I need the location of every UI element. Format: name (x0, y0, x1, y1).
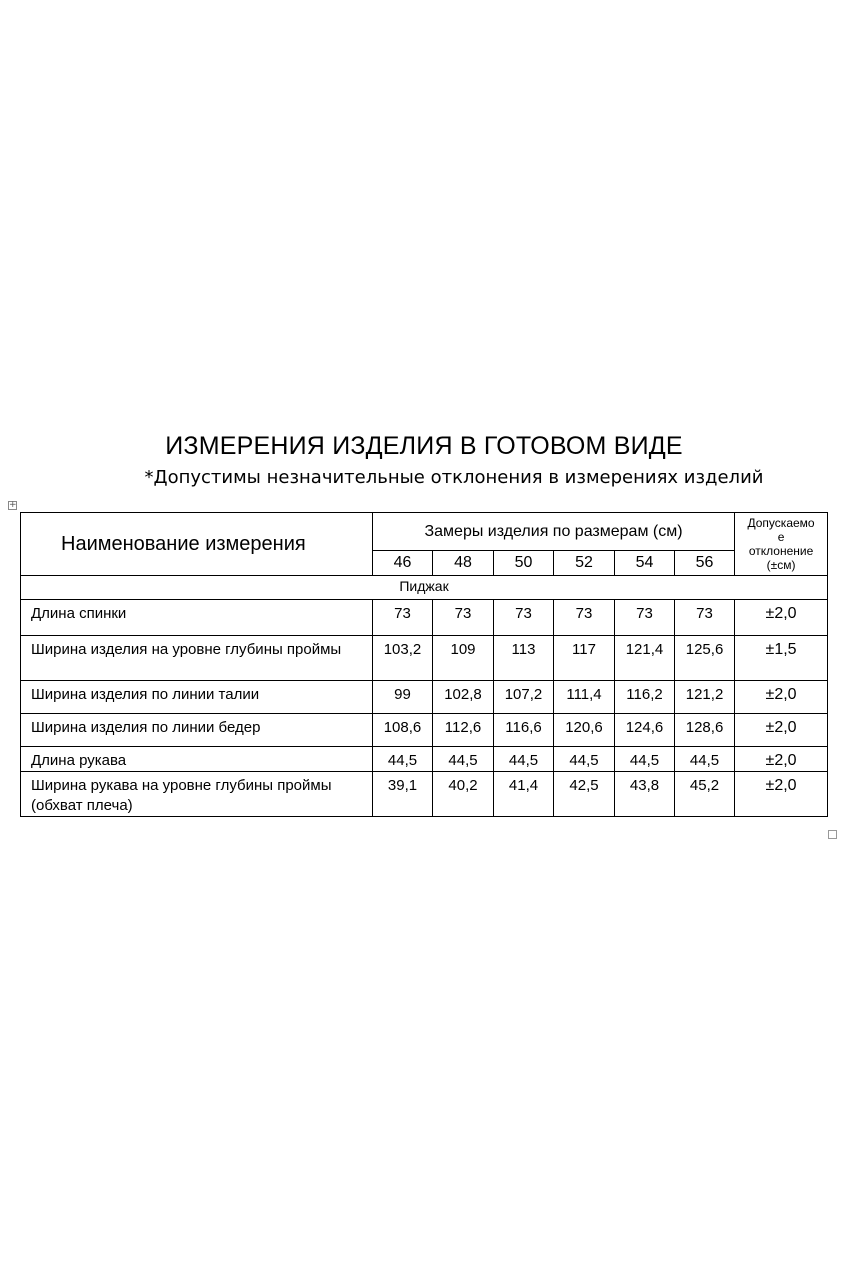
measurement-value: 117 (554, 636, 615, 681)
table-row (21, 714, 828, 747)
table-row (21, 772, 828, 817)
measurement-name: Ширина изделия по линии бедер (21, 714, 373, 747)
measurement-value: 43,8 (615, 772, 675, 817)
measurement-value: 73 (433, 600, 494, 636)
document-title: ИЗМЕРЕНИЯ ИЗДЕЛИЯ В ГОТОВОМ ВИДЕ (165, 432, 683, 460)
measurement-value: 113 (494, 636, 554, 681)
measurement-value: 44,5 (494, 747, 554, 772)
measurement-value: 109 (433, 636, 494, 681)
tolerance-value: ±2,0 (735, 714, 828, 747)
size-cell: 54 (615, 551, 675, 576)
tolerance-value: ±2,0 (735, 747, 828, 772)
measurement-value: 125,6 (675, 636, 735, 681)
tolerance-value: ±1,5 (735, 636, 828, 681)
measurement-name: Длина спинки (21, 600, 373, 636)
size-cell: 52 (554, 551, 615, 576)
measurement-value: 73 (675, 600, 735, 636)
measurement-value: 40,2 (433, 772, 494, 817)
table-row (21, 747, 828, 772)
measurement-value: 44,5 (554, 747, 615, 772)
measurement-value: 39,1 (373, 772, 433, 817)
size-cell: 48 (433, 551, 494, 576)
measurement-value: 44,5 (433, 747, 494, 772)
measurement-value: 121,2 (675, 681, 735, 714)
measurement-value: 111,4 (554, 681, 615, 714)
header-tolerance-label: Допускаемо е отклонение (±см) (747, 516, 815, 572)
measurement-value: 73 (494, 600, 554, 636)
header-sizes: Замеры изделия по размерам (см) (373, 513, 735, 551)
measurement-value: 42,5 (554, 772, 615, 817)
measurement-name: Ширина изделия по линии талии (21, 681, 373, 714)
header-tolerance (735, 513, 828, 576)
tolerance-value: ±2,0 (735, 600, 828, 636)
measurement-value: 103,2 (373, 636, 433, 681)
header-measurement-name: Наименование измерения (21, 513, 373, 576)
measurement-value: 44,5 (373, 747, 433, 772)
measurement-value: 102,8 (433, 681, 494, 714)
measurement-value: 44,5 (615, 747, 675, 772)
table-move-handle-icon[interactable]: + (9, 500, 17, 510)
measurement-value: 108,6 (373, 714, 433, 747)
measurement-value: 45,2 (675, 772, 735, 817)
size-cell: 46 (373, 551, 433, 576)
measurement-value: 99 (373, 681, 433, 714)
document-subtitle: *Допустимы незначительные отклонения в измерениях изделий (144, 467, 764, 488)
table-row (21, 600, 828, 636)
measurement-value: 73 (554, 600, 615, 636)
table-row (21, 681, 828, 714)
measurement-value: 73 (373, 600, 433, 636)
tolerance-value: ±2,0 (735, 772, 828, 817)
table-row (21, 636, 828, 681)
measurement-value: 120,6 (554, 714, 615, 747)
size-cell: 50 (494, 551, 554, 576)
measurement-name: Длина рукава (21, 747, 373, 772)
measurement-value: 73 (615, 600, 675, 636)
measurement-value: 121,4 (615, 636, 675, 681)
tolerance-value: ±2,0 (735, 681, 828, 714)
size-cell: 56 (675, 551, 735, 576)
measurement-value: 41,4 (494, 772, 554, 817)
measurement-value: 128,6 (675, 714, 735, 747)
measurement-value: 44,5 (675, 747, 735, 772)
measurement-value: 107,2 (494, 681, 554, 714)
measurement-name: Ширина изделия на уровне глубины проймы (21, 636, 373, 681)
measurement-name: Ширина рукава на уровне глубины проймы (обхват плеча) (21, 772, 373, 817)
measurement-value: 124,6 (615, 714, 675, 747)
measurement-value: 116,6 (494, 714, 554, 747)
measurement-value: 116,2 (615, 681, 675, 714)
measurements-table (20, 512, 828, 817)
table-resize-handle-icon[interactable] (828, 830, 837, 839)
measurement-value: 112,6 (433, 714, 494, 747)
section-label: Пиджак (21, 576, 828, 600)
